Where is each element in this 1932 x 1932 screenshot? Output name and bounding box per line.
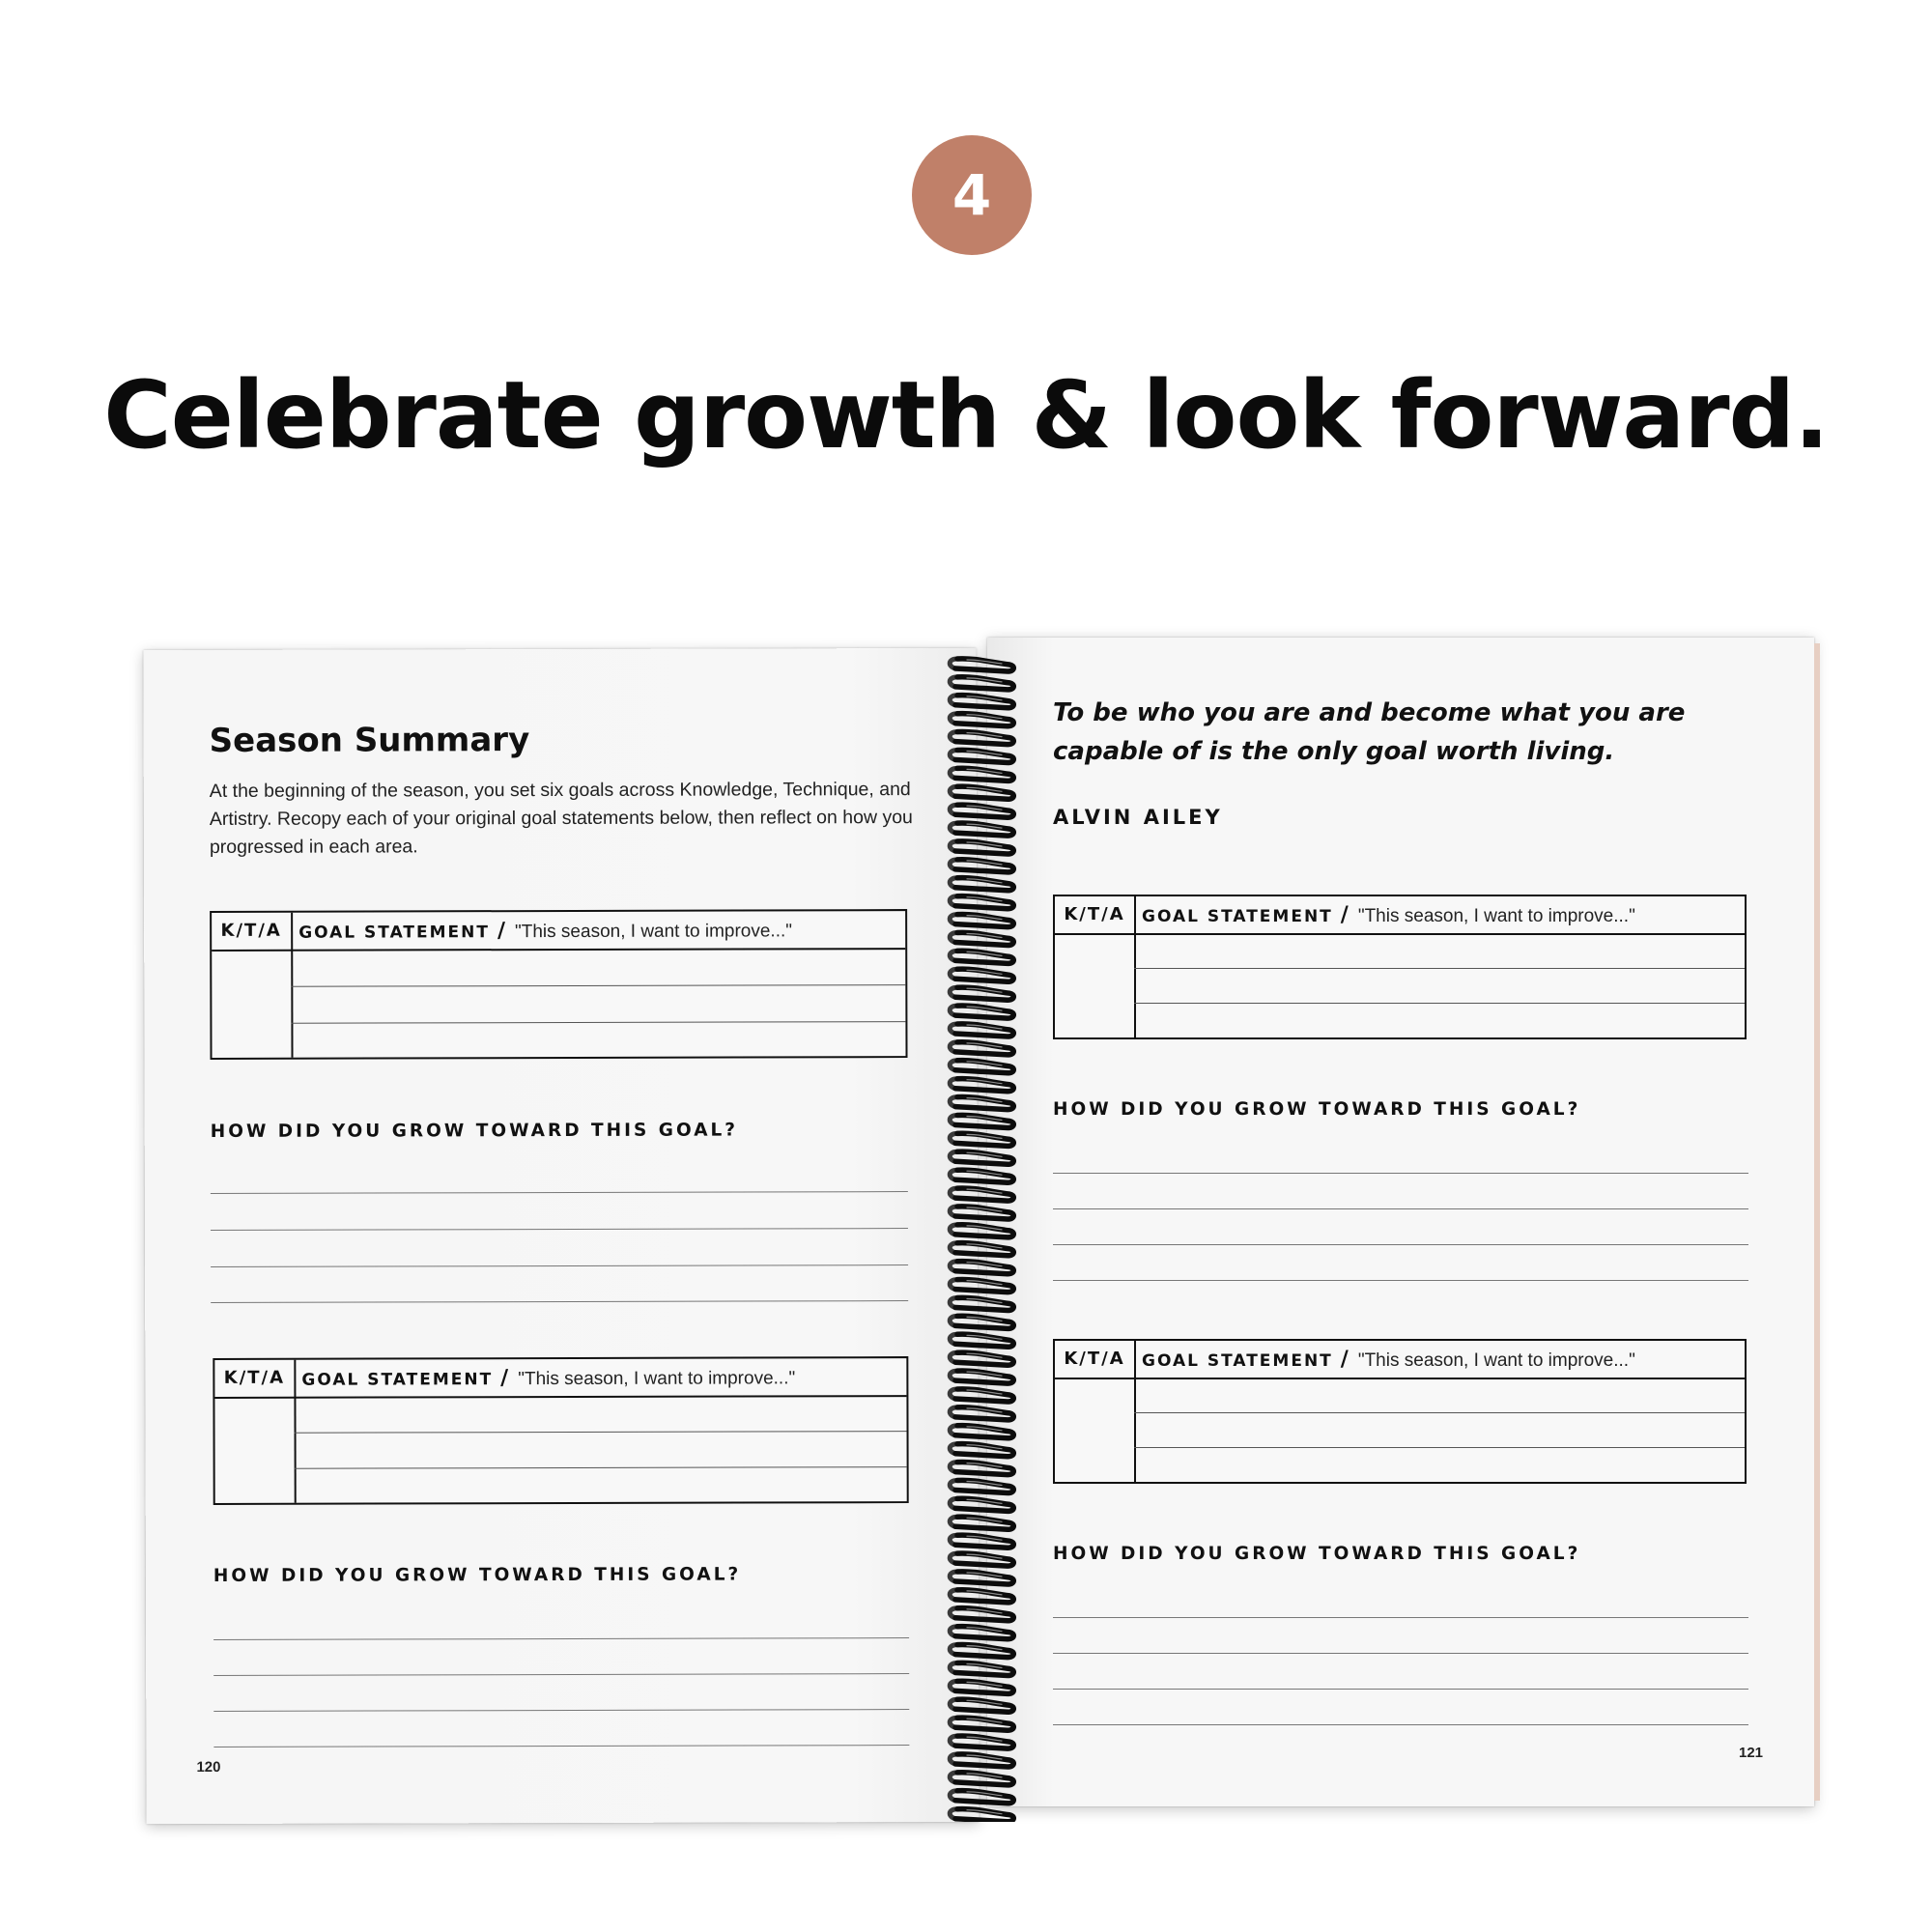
- goal-statement-label: GOAL STATEMENT: [301, 1370, 494, 1390]
- reflection-writing-line[interactable]: [211, 1300, 908, 1303]
- spiral-coil: [950, 1699, 1013, 1712]
- spiral-coil: [950, 951, 1013, 963]
- goal-statement-table: [210, 909, 907, 1060]
- reflection-prompt: HOW DID YOU GROW TOWARD THIS GOAL?: [1053, 1099, 1581, 1120]
- spiral-coil: [950, 1444, 1013, 1457]
- goal-statement-prompt: "This season, I want to improve...": [1357, 1350, 1635, 1371]
- kta-label: K/T/A: [1064, 1349, 1125, 1369]
- reflection-writing-line[interactable]: [213, 1637, 909, 1640]
- spiral-coil: [950, 1590, 1013, 1603]
- spiral-coil: [950, 1773, 1013, 1785]
- spiral-coil: [950, 896, 1013, 909]
- spiral-coil: [950, 1371, 1013, 1383]
- goal-slash: /: [1340, 903, 1349, 927]
- quote-author: ALVIN AILEY: [1053, 806, 1223, 829]
- spiral-coil: [950, 1096, 1013, 1109]
- spiral-coil: [950, 768, 1013, 781]
- spiral-coil: [950, 1535, 1013, 1548]
- spiral-coil: [950, 1024, 1013, 1037]
- spiral-coil: [950, 1553, 1013, 1566]
- notebook-page-left: [143, 648, 979, 1824]
- goal-statement-prompt: "This season, I want to improve...": [1357, 906, 1635, 926]
- spiral-coil: [950, 677, 1013, 690]
- spiral-coil: [950, 823, 1013, 836]
- spiral-coil: [950, 1042, 1013, 1055]
- reflection-writing-line[interactable]: [211, 1191, 908, 1194]
- reflection-writing-line[interactable]: [1053, 1208, 1748, 1209]
- spiral-coil: [950, 1207, 1013, 1219]
- spiral-coil: [950, 1480, 1013, 1492]
- spiral-coil: [950, 696, 1013, 708]
- spiral-coil: [950, 1262, 1013, 1274]
- goal-writing-line[interactable]: [291, 984, 905, 987]
- goal-slash: /: [500, 1366, 509, 1391]
- notebook-page-right: [987, 638, 1814, 1806]
- goal-statement-heading: [298, 911, 792, 949]
- goal-writing-line[interactable]: [291, 1021, 905, 1024]
- spiral-coil: [950, 786, 1013, 799]
- goal-writing-line[interactable]: [295, 1431, 907, 1434]
- reflection-writing-line[interactable]: [211, 1228, 908, 1231]
- spiral-coil: [950, 1334, 1013, 1347]
- spiral-coil: [950, 1115, 1013, 1127]
- reflection-prompt: HOW DID YOU GROW TOWARD THIS GOAL?: [213, 1564, 742, 1586]
- spiral-coil: [950, 1517, 1013, 1529]
- page-title: Season Summary: [209, 721, 530, 760]
- goal-statement-prompt: "This season, I want to improve...": [518, 1368, 796, 1390]
- kta-label: K/T/A: [1064, 904, 1125, 924]
- page-number: 120: [196, 1758, 221, 1776]
- spiral-coil: [950, 1297, 1013, 1310]
- spiral-coil: [950, 805, 1013, 817]
- spiral-coil: [950, 1498, 1013, 1511]
- spiral-coil: [950, 1736, 1013, 1748]
- step-number-badge: 4: [912, 135, 1032, 255]
- reflection-writing-line[interactable]: [1053, 1689, 1748, 1690]
- spiral-coil: [950, 1809, 1013, 1822]
- spiral-coil: [950, 1006, 1013, 1018]
- spiral-binding: [942, 651, 1019, 1822]
- goal-statement-table: [213, 1356, 908, 1505]
- spiral-coil: [950, 860, 1013, 872]
- spiral-coil: [950, 1389, 1013, 1402]
- spiral-coil: [950, 1188, 1013, 1201]
- reflection-writing-line[interactable]: [1053, 1280, 1748, 1281]
- spiral-coil: [950, 659, 1013, 671]
- reflection-prompt: HOW DID YOU GROW TOWARD THIS GOAL?: [1053, 1544, 1581, 1564]
- spiral-coil: [950, 1718, 1013, 1730]
- goal-writing-line[interactable]: [1134, 968, 1745, 969]
- reflection-writing-line[interactable]: [213, 1673, 909, 1676]
- kta-label: K/T/A: [220, 920, 282, 941]
- spiral-coil: [950, 1061, 1013, 1073]
- spiral-coil: [950, 1791, 1013, 1804]
- reflection-writing-line[interactable]: [213, 1745, 909, 1747]
- spiral-coil: [950, 987, 1013, 1000]
- headline: Celebrate growth & look forward.: [103, 361, 1829, 469]
- goal-statement-label: GOAL STATEMENT: [1142, 1351, 1333, 1371]
- kta-label: K/T/A: [223, 1367, 286, 1388]
- reflection-writing-line[interactable]: [1053, 1724, 1748, 1725]
- spiral-coil: [950, 1572, 1013, 1584]
- reflection-writing-line[interactable]: [213, 1709, 909, 1712]
- spiral-coil: [950, 914, 1013, 926]
- reflection-writing-line[interactable]: [1053, 1617, 1748, 1618]
- spiral-coil: [950, 1644, 1013, 1657]
- reflection-writing-line[interactable]: [211, 1264, 908, 1267]
- goal-slash: /: [1340, 1348, 1349, 1372]
- spiral-coil: [950, 1279, 1013, 1292]
- spiral-coil: [950, 1426, 1013, 1438]
- spiral-coil: [950, 731, 1013, 744]
- reflection-writing-line[interactable]: [1053, 1653, 1748, 1654]
- page-edge: [1814, 643, 1820, 1801]
- quote-line-1: To be who you are and become what you are: [1053, 698, 1686, 727]
- goal-slash: /: [497, 919, 506, 944]
- goal-writing-line[interactable]: [1134, 1447, 1745, 1448]
- quote-line-2: capable of is the only goal worth living.: [1053, 737, 1615, 766]
- goal-statement-label: GOAL STATEMENT: [298, 923, 490, 943]
- goal-statement-heading: [301, 1358, 795, 1396]
- goal-statement-label: GOAL STATEMENT: [1142, 907, 1333, 926]
- spiral-coil: [950, 1462, 1013, 1474]
- spiral-coil: [950, 1133, 1013, 1146]
- page-number: 121: [1739, 1745, 1764, 1761]
- goal-statement-table: [1053, 895, 1747, 1039]
- reflection-writing-line[interactable]: [1053, 1173, 1748, 1174]
- goal-statement-table: [1053, 1339, 1747, 1484]
- spiral-coil: [950, 969, 1013, 981]
- spiral-coil: [950, 1662, 1013, 1675]
- goal-statement-prompt: "This season, I want to improve...": [514, 921, 793, 943]
- spiral-coil: [950, 750, 1013, 762]
- goal-statement-heading: [1142, 1341, 1635, 1378]
- spiral-coil: [950, 1681, 1013, 1693]
- spiral-coil: [950, 1608, 1013, 1621]
- spiral-coil: [950, 1754, 1013, 1767]
- spiral-coil: [950, 1225, 1013, 1237]
- spiral-coil: [950, 714, 1013, 726]
- spiral-coil: [950, 932, 1013, 945]
- spiral-coil: [950, 1407, 1013, 1420]
- reflection-prompt: HOW DID YOU GROW TOWARD THIS GOAL?: [210, 1120, 739, 1142]
- spiral-coil: [950, 878, 1013, 891]
- goal-writing-line[interactable]: [1134, 1412, 1745, 1413]
- spiral-coil: [950, 1079, 1013, 1092]
- spiral-coil: [950, 1316, 1013, 1328]
- goal-writing-line[interactable]: [1134, 1003, 1745, 1004]
- intro-paragraph: At the beginning of the season, you set six goals across Knowledge, Technique, and Artistry. Recopy each of your original goal statements below, then reflect on how you progressed in each area.: [209, 779, 913, 858]
- spiral-coil: [950, 1243, 1013, 1256]
- reflection-writing-line[interactable]: [1053, 1244, 1748, 1245]
- goal-statement-heading: [1142, 896, 1635, 933]
- spiral-coil: [950, 841, 1013, 854]
- goal-writing-line[interactable]: [295, 1466, 907, 1469]
- spiral-coil: [950, 1627, 1013, 1639]
- spiral-coil: [950, 1151, 1013, 1164]
- spiral-coil: [950, 1170, 1013, 1182]
- spiral-coil: [950, 1352, 1013, 1365]
